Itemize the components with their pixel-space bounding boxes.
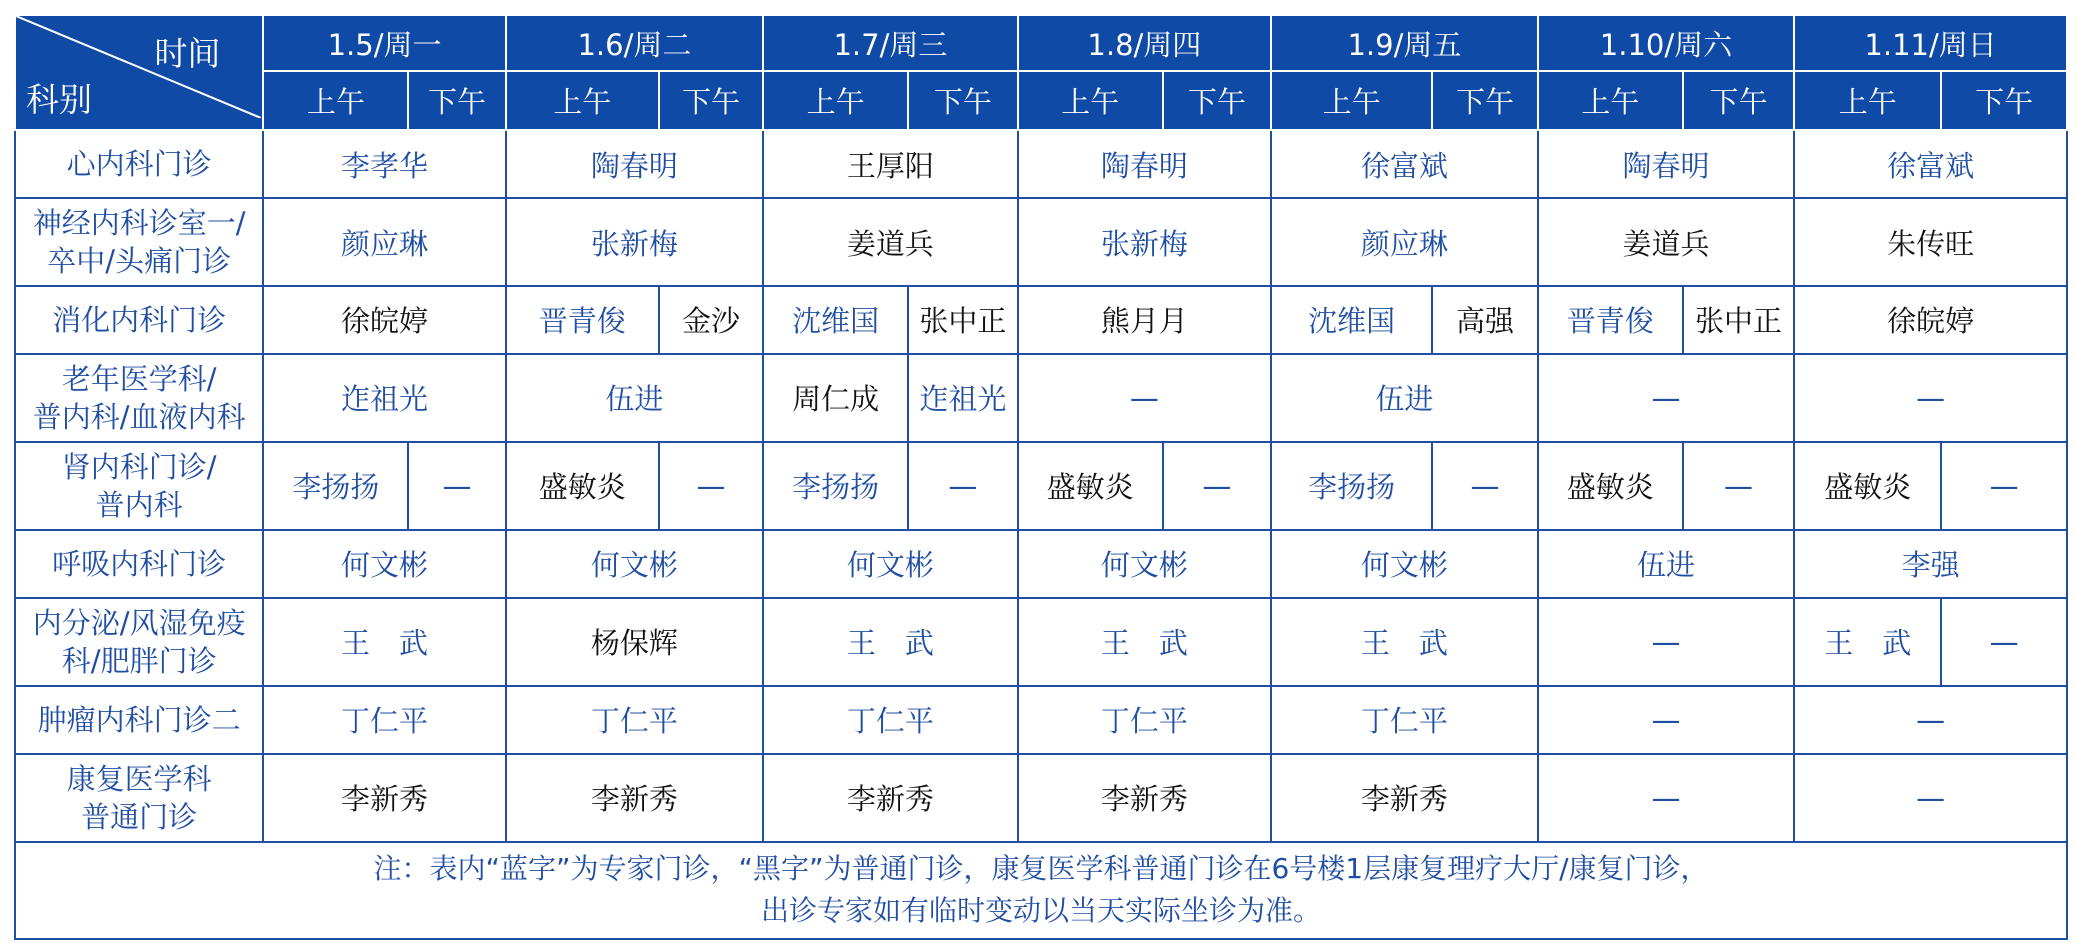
general-doctor-cell: 李新秀 <box>1018 754 1271 842</box>
general-doctor-cell: 周仁成 <box>763 354 908 442</box>
expert-doctor-cell: 丁仁平 <box>263 686 505 754</box>
general-doctor-cell: 姜道兵 <box>763 198 1017 286</box>
expert-doctor-cell: 颜应琳 <box>1271 198 1538 286</box>
no-clinic-cell: — <box>1538 354 1794 442</box>
department-name-line: 神经内科诊室一/ <box>32 206 246 241</box>
general-doctor-cell: 金沙 <box>659 286 763 354</box>
department-cell <box>15 598 263 686</box>
pm-header: 下午 <box>1941 71 2067 130</box>
day-header: 1.8/周四 <box>1018 15 1271 71</box>
department-cell <box>15 198 263 286</box>
expert-doctor-cell: 何文彬 <box>506 530 764 598</box>
department-name-line: 普通门诊 <box>81 799 198 834</box>
general-doctor-cell: 盛敏炎 <box>1794 442 1941 530</box>
no-clinic-cell: — <box>1432 442 1537 530</box>
note-line: 注：表内“蓝字”为专家门诊，“黑字”为普通门诊，康复医学科普通门诊在6号楼1层康复理疗大厅/康复门诊， <box>373 852 1709 886</box>
day-header: 1.5/周一 <box>263 15 505 71</box>
department-cell <box>15 442 263 530</box>
expert-doctor-cell: 丁仁平 <box>763 686 1017 754</box>
expert-doctor-cell: 陶春明 <box>1538 130 1794 198</box>
am-header: 上午 <box>763 71 908 130</box>
header-row-days <box>15 15 2067 71</box>
department-name-line: 呼吸内科门诊 <box>52 546 227 581</box>
pm-header: 下午 <box>1683 71 1795 130</box>
general-doctor-cell: 朱传旺 <box>1794 198 2067 286</box>
expert-doctor-cell: 张新梅 <box>506 198 764 286</box>
expert-doctor-cell: 伍进 <box>1271 354 1538 442</box>
general-doctor-cell: 张中正 <box>1683 286 1795 354</box>
am-header: 上午 <box>263 71 408 130</box>
no-clinic-cell: — <box>1538 598 1794 686</box>
schedule-row <box>15 198 2067 286</box>
department-name-line: 普内科/血液内科 <box>32 399 246 434</box>
department-cell <box>15 354 263 442</box>
expert-doctor-cell: 徐富斌 <box>1794 130 2067 198</box>
corner-diagonal-line <box>16 16 261 118</box>
note-row <box>15 842 2067 939</box>
general-doctor-cell: 王厚阳 <box>763 130 1017 198</box>
expert-doctor-cell: 何文彬 <box>263 530 505 598</box>
am-header: 上午 <box>506 71 659 130</box>
general-doctor-cell: 李新秀 <box>263 754 505 842</box>
general-doctor-cell: 盛敏炎 <box>1538 442 1683 530</box>
day-header: 1.9/周五 <box>1271 15 1538 71</box>
expert-doctor-cell: 王 武 <box>1271 598 1538 686</box>
schedule-row <box>15 442 2067 530</box>
general-doctor-cell: 徐皖婷 <box>263 286 505 354</box>
pm-header: 下午 <box>1432 71 1537 130</box>
expert-doctor-cell: 王 武 <box>263 598 505 686</box>
day-header: 1.7/周三 <box>763 15 1017 71</box>
general-doctor-cell: 张中正 <box>908 286 1018 354</box>
no-clinic-cell: — <box>1794 686 2067 754</box>
expert-doctor-cell: 伍进 <box>506 354 764 442</box>
am-header: 上午 <box>1018 71 1163 130</box>
general-doctor-cell: 李新秀 <box>506 754 764 842</box>
schedule-row <box>15 130 2067 198</box>
no-clinic-cell: — <box>1683 442 1795 530</box>
expert-doctor-cell: 伍进 <box>1538 530 1794 598</box>
general-doctor-cell: 李新秀 <box>763 754 1017 842</box>
expert-doctor-cell: 何文彬 <box>1271 530 1538 598</box>
department-cell <box>15 754 263 842</box>
expert-doctor-cell: 王 武 <box>1018 598 1271 686</box>
department-name-line: 肿瘤内科门诊二 <box>37 702 241 737</box>
expert-doctor-cell: 何文彬 <box>1018 530 1271 598</box>
expert-doctor-cell: 陶春明 <box>1018 130 1271 198</box>
department-cell <box>15 286 263 354</box>
expert-doctor-cell: 迮祖光 <box>263 354 505 442</box>
pm-header: 下午 <box>408 71 505 130</box>
schedule-row <box>15 686 2067 754</box>
general-doctor-cell: 盛敏炎 <box>506 442 659 530</box>
department-name-line: 卒中/头痛门诊 <box>47 244 232 279</box>
expert-doctor-cell: 晋青俊 <box>1538 286 1683 354</box>
pm-header: 下午 <box>908 71 1018 130</box>
general-doctor-cell: 盛敏炎 <box>1018 442 1163 530</box>
day-header: 1.11/周日 <box>1794 15 2067 71</box>
expert-doctor-cell: 李扬扬 <box>1271 442 1432 530</box>
no-clinic-cell: — <box>1538 754 1794 842</box>
note-line: 出诊专家如有临时变动以当天实际坐诊为准。 <box>760 894 1321 928</box>
general-doctor-cell: 杨保辉 <box>506 598 764 686</box>
expert-doctor-cell: 迮祖光 <box>908 354 1018 442</box>
department-name-line: 心内科门诊 <box>66 147 212 182</box>
expert-doctor-cell: 丁仁平 <box>506 686 764 754</box>
day-header: 1.10/周六 <box>1538 15 1794 71</box>
expert-doctor-cell: 王 武 <box>1794 598 1941 686</box>
header-corner-cell <box>15 15 263 130</box>
no-clinic-cell: — <box>1538 686 1794 754</box>
expert-doctor-cell: 李扬扬 <box>263 442 408 530</box>
general-doctor-cell: 高强 <box>1432 286 1537 354</box>
expert-doctor-cell: 徐富斌 <box>1271 130 1538 198</box>
department-cell <box>15 686 263 754</box>
department-cell <box>15 130 263 198</box>
expert-doctor-cell: 丁仁平 <box>1018 686 1271 754</box>
no-clinic-cell: — <box>1941 442 2067 530</box>
department-name-line: 内分泌/风湿免疫 <box>32 605 246 640</box>
general-doctor-cell: 姜道兵 <box>1538 198 1794 286</box>
expert-doctor-cell: 颜应琳 <box>263 198 505 286</box>
expert-doctor-cell: 王 武 <box>763 598 1017 686</box>
schedule-row <box>15 754 2067 842</box>
general-doctor-cell: 李新秀 <box>1271 754 1538 842</box>
expert-doctor-cell: 李孝华 <box>263 130 505 198</box>
schedule-row <box>15 354 2067 442</box>
expert-doctor-cell: 沈维国 <box>1271 286 1432 354</box>
header-row-halfday <box>15 71 2067 130</box>
expert-doctor-cell: 沈维国 <box>763 286 908 354</box>
schedule-row <box>15 598 2067 686</box>
department-name-line: 普内科 <box>95 487 183 522</box>
am-header: 上午 <box>1794 71 1941 130</box>
pm-header: 下午 <box>1163 71 1271 130</box>
department-name-line: 肾内科门诊/ <box>61 449 217 484</box>
day-header: 1.6/周二 <box>506 15 764 71</box>
general-doctor-cell: 熊月月 <box>1018 286 1271 354</box>
no-clinic-cell: — <box>408 442 505 530</box>
department-name-line: 康复医学科 <box>66 761 212 796</box>
pm-header: 下午 <box>659 71 763 130</box>
expert-doctor-cell: 张新梅 <box>1018 198 1271 286</box>
schedule-note <box>15 842 2067 939</box>
no-clinic-cell: — <box>1163 442 1271 530</box>
header-dept-label: 科别 <box>26 80 92 120</box>
general-doctor-cell: 徐皖婷 <box>1794 286 2067 354</box>
department-name-line: 科/肥胖门诊 <box>61 643 217 678</box>
am-header: 上午 <box>1538 71 1683 130</box>
expert-doctor-cell: 晋青俊 <box>506 286 659 354</box>
department-cell <box>15 530 263 598</box>
header-time-label: 时间 <box>154 34 221 73</box>
expert-doctor-cell: 陶春明 <box>506 130 764 198</box>
department-name-line: 老年医学科/ <box>61 361 217 396</box>
no-clinic-cell: — <box>908 442 1018 530</box>
no-clinic-cell: — <box>1794 354 2067 442</box>
expert-doctor-cell: 何文彬 <box>763 530 1017 598</box>
schedule-row <box>15 530 2067 598</box>
no-clinic-cell: — <box>1941 598 2067 686</box>
am-header: 上午 <box>1271 71 1432 130</box>
expert-doctor-cell: 李扬扬 <box>763 442 908 530</box>
no-clinic-cell: — <box>1018 354 1271 442</box>
expert-doctor-cell: 丁仁平 <box>1271 686 1538 754</box>
clinic-schedule-table <box>14 14 2068 940</box>
no-clinic-cell: — <box>659 442 763 530</box>
no-clinic-cell: — <box>1794 754 2067 842</box>
schedule-row <box>15 286 2067 354</box>
department-name-line: 消化内科门诊 <box>52 302 227 337</box>
expert-doctor-cell: 李强 <box>1794 530 2067 598</box>
